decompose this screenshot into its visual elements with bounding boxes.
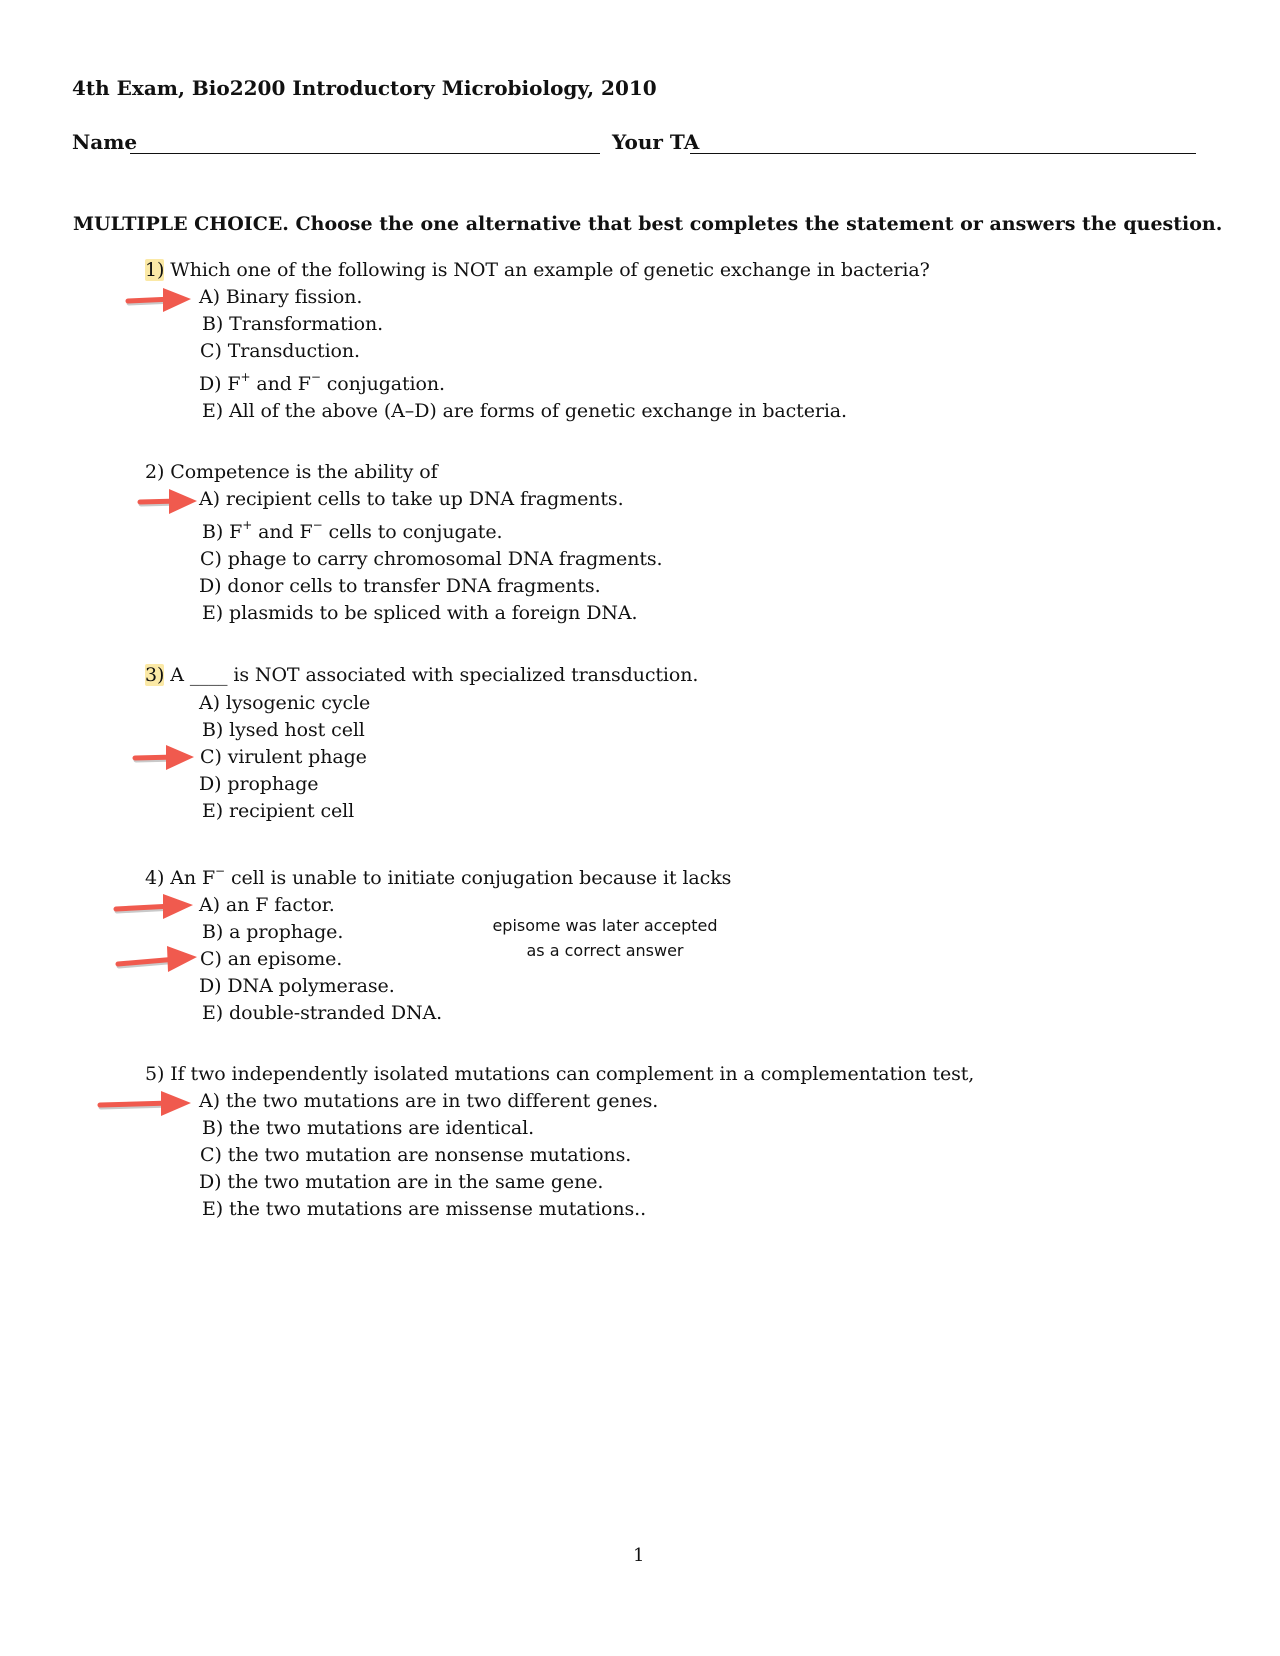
q3-option-e[interactable] (202, 800, 354, 822)
q3-option-d[interactable] (199, 773, 318, 795)
option-text: the two mutation are nonsense mutations. (227, 1144, 632, 1166)
option-text: virulent phage (227, 746, 367, 768)
option-letter: B) (202, 1117, 224, 1139)
option-letter: C) (200, 340, 222, 362)
q1-option-e[interactable] (202, 400, 847, 422)
answer-arrow-icon (115, 942, 201, 976)
option-text: the two mutations are in two different genes. (225, 1090, 659, 1112)
question-text: Competence is the ability of (170, 461, 438, 483)
q4-option-b[interactable] (202, 921, 343, 943)
option-text: F+ and F− conjugation. (227, 369, 445, 395)
option-text: recipient cells to take up DNA fragments. (225, 488, 624, 510)
option-letter: C) (200, 1144, 222, 1166)
grading-note-line-1: episome was later accepted (492, 916, 718, 935)
instructions: MULTIPLE CHOICE. Choose the one alternative that best completes the statement or answers the question. (73, 213, 1223, 235)
page-number: 1 (633, 1545, 645, 1566)
q5-option-a[interactable] (199, 1090, 658, 1112)
option-letter: B) (202, 313, 224, 335)
option-letter: D) (199, 373, 222, 395)
option-letter: B) (202, 921, 224, 943)
option-letter: A) (199, 692, 220, 714)
option-text: plasmids to be spliced with a foreign DNA. (229, 602, 638, 624)
name-field-line[interactable] (130, 153, 600, 154)
question-text: A ____ is NOT associated with specialized transduction. (170, 664, 699, 686)
q2-option-a[interactable] (199, 488, 624, 510)
option-letter: A) (199, 286, 220, 308)
answer-arrow-icon (132, 743, 198, 773)
q1-option-c[interactable] (200, 340, 360, 362)
option-text: a prophage. (229, 921, 344, 943)
q2-option-c[interactable] (200, 548, 662, 570)
question-number: 2) (145, 461, 165, 483)
option-text: an episome. (227, 948, 343, 970)
question-2 (145, 461, 438, 483)
name-ta-row (72, 130, 1202, 160)
q5-option-c[interactable] (200, 1144, 631, 1166)
option-letter: E) (202, 1198, 224, 1220)
option-text: Transduction. (227, 340, 360, 362)
q2-option-b[interactable] (202, 517, 503, 543)
answer-arrow-icon (113, 891, 197, 923)
question-number: 5) (145, 1063, 165, 1085)
option-letter: B) (202, 521, 224, 543)
option-text: the two mutations are missense mutations.. (229, 1198, 647, 1220)
q5-option-d[interactable] (199, 1171, 603, 1193)
exam-title: 4th Exam, Bio2200 Introductory Microbiology, 2010 (72, 76, 657, 100)
question-number: 4) (145, 867, 165, 889)
option-letter: D) (199, 575, 222, 597)
option-text: the two mutations are identical. (229, 1117, 535, 1139)
q4-option-e[interactable] (202, 1002, 442, 1024)
question-4 (145, 863, 732, 889)
answer-arrow-icon (137, 487, 201, 517)
option-text: F+ and F− cells to conjugate. (229, 517, 503, 543)
q4-option-d[interactable] (199, 975, 395, 997)
q1-option-b[interactable] (202, 313, 383, 335)
option-letter: E) (202, 1002, 224, 1024)
q4-option-c[interactable] (200, 948, 342, 970)
option-text: lysogenic cycle (225, 692, 371, 714)
grading-note (480, 916, 730, 960)
answer-arrow-icon (97, 1088, 195, 1120)
option-letter: E) (202, 400, 224, 422)
question-number: 3) (145, 664, 165, 686)
question-1 (145, 259, 930, 281)
q3-option-a[interactable] (199, 692, 370, 714)
q5-option-b[interactable] (202, 1117, 534, 1139)
q3-option-c[interactable] (200, 746, 367, 768)
option-letter: E) (202, 602, 224, 624)
question-text: If two independently isolated mutations can complement in a complementation test, (170, 1063, 975, 1085)
option-text: Binary fission. (225, 286, 363, 308)
answer-arrow-icon (125, 286, 195, 316)
option-text: phage to carry chromosomal DNA fragments. (227, 548, 663, 570)
option-text: an F factor. (225, 894, 335, 916)
option-letter: A) (199, 894, 220, 916)
q1-option-a[interactable] (199, 286, 362, 308)
option-letter: D) (199, 1171, 222, 1193)
option-text: Transformation. (229, 313, 384, 335)
q5-option-e[interactable] (202, 1198, 646, 1220)
question-number: 1) (145, 259, 165, 281)
option-text: donor cells to transfer DNA fragments. (227, 575, 601, 597)
option-text: All of the above (A–D) are forms of genetic exchange in bacteria. (229, 400, 847, 422)
ta-field-line[interactable] (690, 153, 1196, 154)
question-5 (145, 1063, 974, 1085)
option-letter: A) (199, 1090, 220, 1112)
option-text: double-stranded DNA. (229, 1002, 443, 1024)
option-letter: D) (199, 773, 222, 795)
q4-option-a[interactable] (199, 894, 335, 916)
q3-option-b[interactable] (202, 719, 365, 741)
q1-option-d[interactable] (199, 369, 445, 395)
question-text: An F− cell is unable to initiate conjugation because it lacks (170, 863, 732, 889)
option-letter: E) (202, 800, 224, 822)
option-text: DNA polymerase. (227, 975, 395, 997)
option-text: recipient cell (229, 800, 355, 822)
name-label: Name (72, 130, 138, 154)
option-letter: D) (199, 975, 222, 997)
q2-option-e[interactable] (202, 602, 637, 624)
ta-label: Your TA (612, 130, 700, 154)
option-letter: C) (200, 548, 222, 570)
option-text: the two mutation are in the same gene. (227, 1171, 604, 1193)
grading-note-line-2: as a correct answer (526, 941, 684, 960)
option-letter: C) (200, 948, 222, 970)
option-letter: C) (200, 746, 222, 768)
option-text: prophage (227, 773, 319, 795)
option-letter: A) (199, 488, 220, 510)
option-text: lysed host cell (229, 719, 365, 741)
question-3 (145, 664, 698, 686)
q2-option-d[interactable] (199, 575, 601, 597)
option-letter: B) (202, 719, 224, 741)
question-text: Which one of the following is NOT an example of genetic exchange in bacteria? (170, 259, 930, 281)
